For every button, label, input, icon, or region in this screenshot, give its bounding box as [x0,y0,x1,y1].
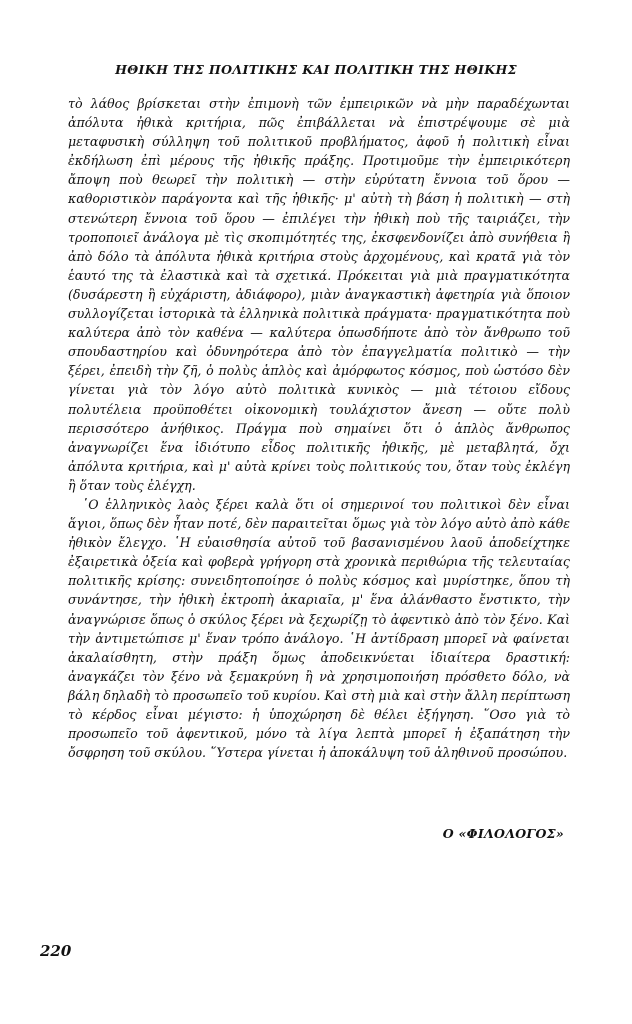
paragraph-1: τὸ λάθος βρίσκεται στὴν ἐπιμονὴ τῶν ἐμπειρικῶν νὰ μὴν παραδέχωνται ἀπόλυτα ἠθικὰ κριτήρια, πῶς ἐπιβάλλεται νὰ ἐπιστρέψουμε σὲ μιὰ μεταφυσικὴ σύλληψη τοῦ πολιτικοῦ προβλήματος, ἀφοῦ ἡ πολιτικὴ εἶναι ἐκδήλωση ἐπὶ μέρους τῆς ἠθικῆς πράξης. Προτιμοῦμε τὴν ἐμπειρικότερη ἄποψη ποὺ θεωρεῖ τὴν πολιτικὴ — στὴν εὐρύτατη ἔννοια τοῦ ὅρου — καθοριστικὸν παράγοντα καὶ τῆς ἠθικῆς· μ' αὐτὴ τὴ βάση ἡ πολιτικὴ — στὴ στενώτερη ἔννοια τοῦ ὅρου — ἐπιλέγει τὴν ἠθικὴ ποὺ τῆς ταιριάζει, τὴν τροποποιεῖ ἀνάλογα μὲ τὶς σκοπιμότητές της, ἐκσφενδονίζει ἀπὸ συνήθεια ἢ ἀπὸ δόλο τὰ ἀπόλυτα ἠθικὰ κριτήρια στοὺς ἀρχομένους, καὶ κρατᾶ γιὰ τὸν ἑαυτό της τὰ ἐλαστικὰ καὶ τὰ σχετικά. Πρόκειται γιὰ μιὰ πραγματικότητα (δυσάρεστη ἢ εὐχάριστη, ἀδιάφορο), μιὰν ἀναγκαστικὴ ἀφετηρία γιὰ ὅποιον συλλογίζεται ἱστορικὰ τὰ ἑλληνικὰ πολιτικὰ πράγματα· πραγματικότητα ποὺ καλύτερα ἀπὸ τὸν καθένα — καλύτερα ὁπωσδήποτε ἀπὸ τὸν ἄνθρωπο τοῦ σπουδαστηρίου καὶ ὀδυνηρότερα ἀπὸ τὸν ἐπαγγελματία πολιτικὸ — τὴν ξέρει, ἐπειδὴ τὴν ζῆ, ὁ πολὺς ἁπλὸς καὶ ἀμόρφωτος κόσμος, ποὺ ὡστόσο δὲν γίνεται γιὰ τὸν λόγο αὐτὸ πολιτικὰ κυνικὸς — μιὰ τέτοιου εἴδους πολυτέλεια προϋποθέτει οἰκονομικὴ τουλάχιστον ἄνεση — οὔτε πολὺ περισσότερο ἀνήθικος. Πράγμα ποὺ σημαίνει ὅτι ὁ ἁπλὸς ἄνθρωπος ἀναγνωρίζει ἕνα ἰδιότυπο εἶδος πολιτικῆς ἠθικῆς, μὲ μεταβλητά, ὄχι ἀπόλυτα κριτήρια, καὶ μ' αὐτὰ κρίνει τοὺς πολιτικούς του, ὅταν τοὺς ἐκλέγη ἢ ὅταν τοὺς ἐλέγχη. [68,96,570,493]
running-head: ΗΘΙΚΗ ΤΗΣ ΠΟΛΙΤΙΚΗΣ ΚΑΙ ΠΟΛΙΤΙΚΗ ΤΗΣ ΗΘΙΚΗΣ [115,62,517,77]
paragraph-2: ῾Ο ἑλληνικὸς λαὸς ξέρει καλὰ ὅτι οἱ σημερινοί του πολιτικοὶ δὲν εἶναι ἅγιοι, ὅπως δὲν ἦταν ποτέ, δὲν παραιτεῖται ὅμως γιὰ τὸν λόγο αὐτὸ ἀπὸ κάθε ἠθικὸν ἔλεγχο. ῾Η εὐαισθησία αὐτοῦ τοῦ βασανισμένου λαοῦ ἀποδείχτηκε ἐξαιρετικὰ ὀξεία καὶ φοβερὰ γρήγορη στὰ χρονικὰ περιθώρια τῆς τελευταίας πολιτικῆς κρίσης: συνειδητοποίησε ὁ πολὺς κόσμος καὶ μυρίστηκε, ὅπου τὴ συνάντησε, τὴν ἠθικὴ ἐκτροπὴ ἀκαριαῖα, μ' ἕνα ἀλάνθαστο ἔνστικτο, τὴν ἀναγνώρισε ὅπως ὁ σκύλος ξέρει νὰ ξεχωρίζῃ τὸ ἀφεντικὸ ἀπὸ τὸν ξένο. Καὶ τὴν ἀντιμετώπισε μ' ἕναν τρόπο ἀνάλογο. ῾Η ἀντίδραση μπορεῖ νὰ φαίνεται ἀκαλαίσθητη, στὴν πράξη ὅμως ἀποδεικνύεται ἰδιαίτερα δραστική: ἀναγκάζει τὸν ξένο νὰ ξεμακρύνη ἢ νὰ χρησιμοποιήση πρόσθετο δόλο, νὰ βάλη δηλαδὴ τὸ προσωπεῖο τοῦ κυρίου. Καὶ στὴ μιὰ καὶ στὴν ἄλλη περίπτωση τὸ κέρδος εἶναι μέγιστο: ἡ ὑποχώρηση δὲ θέλει ἐξήγηση. ῞Οσο γιὰ τὸ προσωπεῖο τοῦ ἀφεντικοῦ, μόνο τὰ λίγα λεπτὰ μπορεῖ ἡ ἐξαπάτηση τὴν ὄσφρηση τοῦ σκύλου. ῞Υστερα γίνεται ἡ ἀποκάλυψη τοῦ ἀληθινοῦ προσώπου. [68,496,570,761]
page-number: 220 [40,942,72,960]
author-signature: Ο «ΦΙΛΟΛΟΓΟΣ» [442,826,564,841]
article-body [68,94,570,762]
